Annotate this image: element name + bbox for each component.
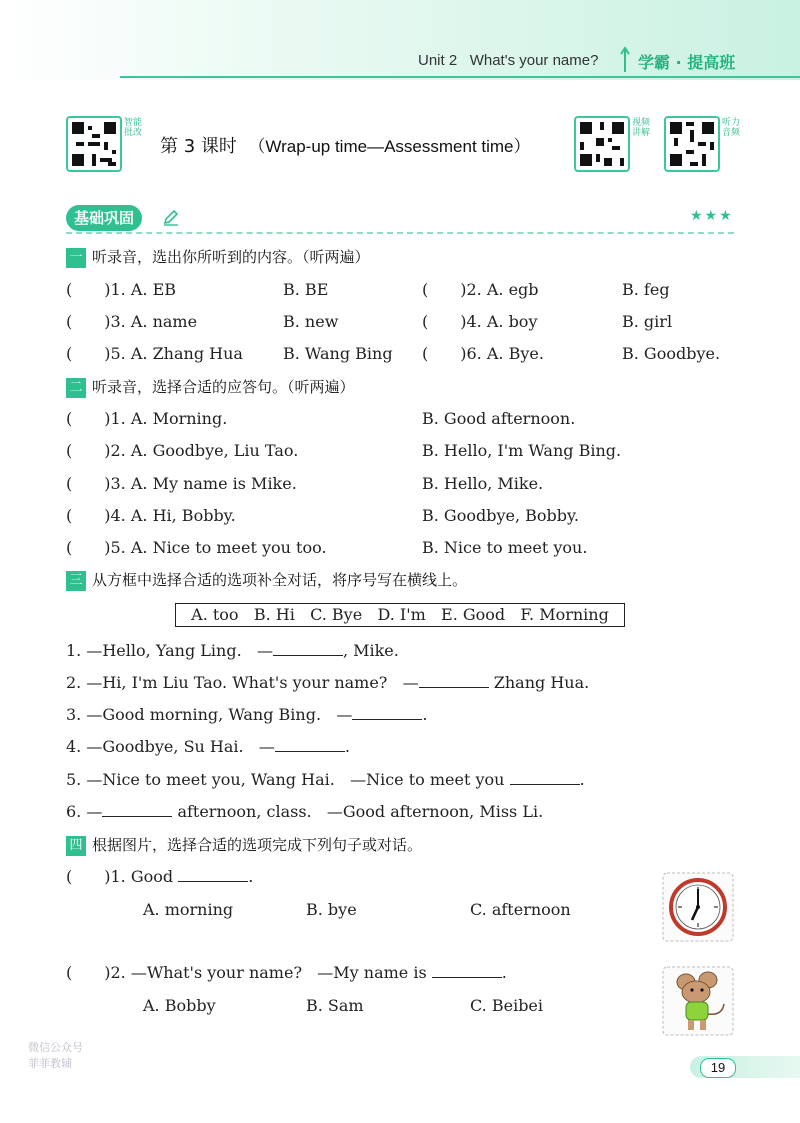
qr-pattern-icon [68, 118, 120, 170]
q2-item-3-b: B. Hello, Mike. [422, 474, 544, 493]
q1-item-4-b: B. girl [622, 312, 673, 331]
watermark-line-2: 菲菲教辅 [28, 1057, 72, 1070]
q1-item-5-a: ( )5. A. Zhang Hua [66, 344, 243, 363]
qr-code-mid[interactable] [574, 116, 630, 172]
q2-item-2-b: B. Hello, I'm Wang Bing. [422, 441, 622, 460]
q3-item-2-text: 2. —Hi, I'm Liu Tao. What's your name? — [66, 673, 419, 692]
qr-code-right[interactable] [664, 116, 720, 172]
mouse-picture [662, 966, 734, 1036]
q1-number-badge: 一 [66, 248, 86, 268]
qr-tag-left: 智能批改 [124, 118, 143, 138]
q4-item-2-option-b: B. Sam [306, 996, 364, 1015]
qr-code-left[interactable] [66, 116, 122, 172]
q1-item-3-a: ( )3. A. name [66, 312, 198, 331]
brand-label: 学霸 · 提高班 [638, 53, 736, 72]
unit-title: What's your name? [469, 52, 599, 69]
q4-item-1-stem [66, 867, 253, 886]
q3-item-1-end: , Mike. [342, 641, 399, 660]
answer-blank[interactable] [275, 737, 345, 752]
q3-item-3-end: . [422, 705, 428, 724]
answer-blank[interactable] [419, 673, 489, 688]
q1-item-6-a: ( )6. A. Bye. [422, 344, 544, 363]
q3-item-5-end: . [579, 770, 585, 789]
q3-item-1-text: 1. —Hello, Yang Ling. — [66, 641, 273, 660]
q3-item-3-text: 3. —Good morning, Wang Bing. — [66, 705, 353, 724]
mouse-character-icon [662, 966, 734, 1036]
clock-icon [662, 872, 734, 942]
answer-blank[interactable] [178, 867, 248, 882]
q1-item-6-b: B. Goodbye. [622, 344, 721, 363]
lesson-title [160, 132, 531, 158]
q4-item-1-end: . [248, 867, 254, 886]
answer-blank[interactable] [510, 770, 580, 785]
clock-picture [662, 872, 734, 942]
unit-label [418, 52, 598, 69]
qr-pattern-icon [576, 118, 628, 170]
q4-header [66, 834, 422, 856]
unit-number: Unit 2 [418, 52, 458, 69]
q4-item-1-text: ( )1. Good [66, 867, 179, 886]
q3-item-6 [66, 802, 543, 821]
q2-item-3-a: ( )3. A. My name is Mike. [66, 474, 297, 493]
q1-item-3-b: B. new [283, 312, 339, 331]
qr-tag-right: 听力音频 [722, 118, 741, 138]
q2-item-1-a: ( )1. A. Morning. [66, 409, 228, 428]
q1-item-1-b: B. BE [283, 280, 329, 299]
q3-item-5-text: 5. —Nice to meet you, Wang Hai. —Nice to meet you [66, 770, 510, 789]
q2-item-1-b: B. Good afternoon. [422, 409, 576, 428]
answer-blank[interactable] [102, 802, 172, 817]
q2-item-5-b: B. Nice to meet you. [422, 538, 588, 557]
q4-instruction: 根据图片，选择合适的选项完成下列句子或对话。 [92, 836, 423, 854]
q4-item-1-option-c: C. afternoon [470, 900, 571, 919]
q3-item-6-text: 6. — [66, 802, 103, 821]
brand-tick-icon [618, 44, 632, 74]
answer-blank[interactable] [273, 641, 343, 656]
page-number: 19 [700, 1058, 736, 1078]
watermark [28, 1040, 83, 1072]
q3-item-2-end: Zhang Hua. [488, 673, 590, 692]
q1-item-2-a: ( )2. A. egb [422, 280, 539, 299]
q1-item-2-b: B. feg [622, 280, 670, 299]
q2-item-2-a: ( )2. A. Goodbye, Liu Tao. [66, 441, 299, 460]
q4-number-badge: 四 [66, 836, 86, 856]
header-rule [120, 76, 800, 78]
q3-option-box: A. too B. Hi C. Bye D. I'm E. Good F. Morning [175, 603, 625, 627]
answer-blank[interactable] [432, 963, 502, 978]
q4-item-2-text: ( )2. —What's your name? —My name is [66, 963, 432, 982]
pencil-icon [162, 208, 180, 226]
q3-item-6-end: afternoon, class. —Good afternoon, Miss Li. [172, 802, 544, 821]
q3-item-4-text: 4. —Goodbye, Su Hai. — [66, 737, 275, 756]
q3-item-3 [66, 705, 427, 724]
q3-item-1 [66, 641, 399, 660]
q1-header [66, 246, 370, 268]
section-divider [66, 232, 734, 234]
q2-item-4-a: ( )4. A. Hi, Bobby. [66, 506, 236, 525]
q4-item-2-option-c: C. Beibei [470, 996, 544, 1015]
q2-item-4-b: B. Goodbye, Bobby. [422, 506, 580, 525]
q2-number-badge: 二 [66, 378, 86, 398]
difficulty-stars: ★★★ [690, 208, 734, 224]
qr-tag-mid: 视频讲解 [632, 118, 651, 138]
q1-item-5-b: B. Wang Bing [283, 344, 393, 363]
q4-item-2-option-a: A. Bobby [143, 996, 216, 1015]
q1-item-4-a: ( )4. A. boy [422, 312, 538, 331]
qr-pattern-icon [666, 118, 718, 170]
q4-item-1-option-b: B. bye [306, 900, 357, 919]
q3-number-badge: 三 [66, 571, 86, 591]
lesson-subtitle: （Wrap-up time—Assessment time） [248, 137, 531, 156]
q3-item-4 [66, 737, 350, 756]
q2-header [66, 376, 355, 398]
q1-instruction: 听录音，选出你所听到的内容。（听两遍） [92, 248, 370, 266]
section-banner: 基础巩固 [66, 205, 142, 231]
lesson-number: 第 3 课时 [160, 136, 237, 157]
q3-instruction: 从方框中选择合适的选项补全对话，将序号写在横线上。 [92, 571, 468, 589]
q3-header [66, 569, 467, 591]
q2-item-5-a: ( )5. A. Nice to meet you too. [66, 538, 327, 557]
q1-item-1-a: ( )1. A. EB [66, 280, 176, 299]
q4-item-2-stem [66, 963, 507, 982]
q3-item-4-end: . [344, 737, 350, 756]
watermark-line-1: 微信公众号 [28, 1041, 83, 1054]
q4-item-1-option-a: A. morning [143, 900, 234, 919]
q3-item-5 [66, 770, 585, 789]
q2-instruction: 听录音，选择合适的应答句。（听两遍） [92, 378, 355, 396]
answer-blank[interactable] [352, 705, 422, 720]
q4-item-2-end: . [501, 963, 507, 982]
q3-item-2 [66, 673, 589, 692]
